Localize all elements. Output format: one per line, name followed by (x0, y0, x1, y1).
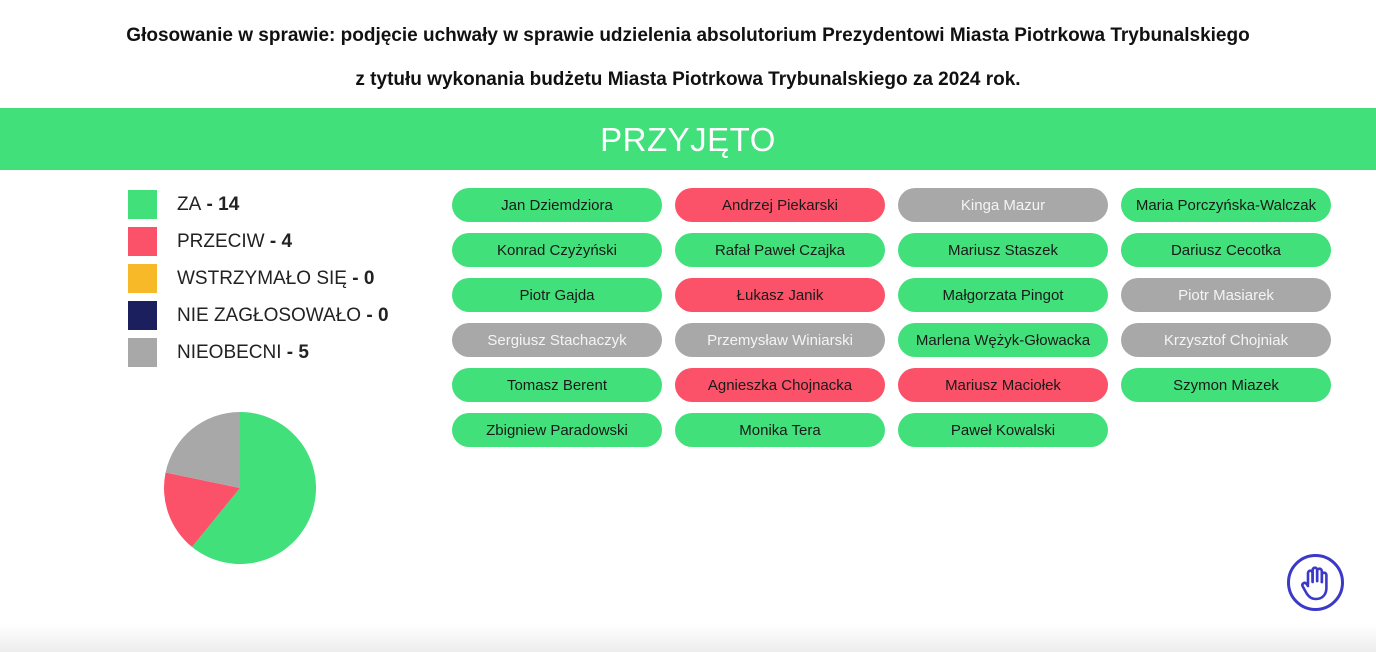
legend-label: WSTRZYMAŁO SIĘ (177, 267, 347, 289)
legend-swatch (128, 227, 157, 256)
legend-label: ZA (177, 193, 202, 215)
legend-swatch (128, 264, 157, 293)
raised-hand-icon (1299, 564, 1333, 602)
vote-title-line-1: Głosowanie w sprawie: podjęcie uchwały w sprawie udzielenia absolutorium Prezydentowi Miasta Piotrkowa Trybunalskiego (126, 25, 1250, 46)
councillor-grid (452, 188, 1331, 447)
footer-bar (0, 624, 1376, 652)
councillor-vote-pill: Monika Tera (675, 413, 885, 447)
councillor-vote-pill: Szymon Miazek (1121, 368, 1331, 402)
councillor-vote-pill: Małgorzata Pingot (898, 278, 1108, 312)
councillor-vote-pill: Paweł Kowalski (898, 413, 1108, 447)
councillor-vote-pill: Zbigniew Paradowski (452, 413, 662, 447)
vote-legend (128, 190, 389, 375)
councillor-vote-pill: Kinga Mazur (898, 188, 1108, 222)
councillor-vote-pill: Konrad Czyżyński (452, 233, 662, 267)
vote-title-line-2: z tytułu wykonania budżetu Miasta Piotrkowa Trybunalskiego za 2024 rok. (355, 69, 1021, 90)
councillor-vote-pill: Jan Dziemdziora (452, 188, 662, 222)
legend-count: 0 (377, 304, 389, 326)
legend-separator: - (264, 230, 282, 252)
legend-item (128, 227, 389, 256)
legend-text (177, 305, 389, 327)
legend-text (177, 268, 374, 290)
councillor-vote-pill: Krzysztof Chojniak (1121, 323, 1331, 357)
legend-label: NIE ZAGŁOSOWAŁO (177, 304, 362, 326)
councillor-vote-pill: Marlena Wężyk-Głowacka (898, 323, 1108, 357)
legend-count: 0 (363, 267, 375, 289)
legend-count: 14 (218, 193, 240, 215)
legend-item (128, 264, 389, 293)
raise-hand-button[interactable] (1287, 554, 1344, 611)
legend-separator: - (346, 267, 364, 289)
councillor-vote-pill: Łukasz Janik (675, 278, 885, 312)
legend-swatch (128, 190, 157, 219)
councillor-vote-pill: Mariusz Staszek (898, 233, 1108, 267)
councillor-vote-pill: Agnieszka Chojnacka (675, 368, 885, 402)
legend-swatch (128, 338, 157, 367)
councillor-vote-pill: Przemysław Winiarski (675, 323, 885, 357)
legend-text (177, 194, 239, 216)
legend-label: NIEOBECNI (177, 341, 282, 363)
legend-label: PRZECIW (177, 230, 265, 252)
legend-separator: - (281, 341, 299, 363)
councillor-vote-pill: Dariusz Cecotka (1121, 233, 1331, 267)
legend-text (177, 342, 309, 364)
legend-item (128, 190, 389, 219)
councillor-vote-pill: Sergiusz Stachaczyk (452, 323, 662, 357)
vote-pie-chart (162, 410, 318, 566)
councillor-vote-pill: Maria Porczyńska-Walczak (1121, 188, 1331, 222)
councillor-vote-pill: Andrzej Piekarski (675, 188, 885, 222)
legend-count: 4 (281, 230, 293, 252)
vote-title (0, 14, 1376, 102)
councillor-vote-pill: Piotr Gajda (452, 278, 662, 312)
legend-text (177, 231, 292, 253)
councillor-vote-pill: Piotr Masiarek (1121, 278, 1331, 312)
legend-item (128, 338, 389, 367)
legend-separator: - (201, 193, 219, 215)
legend-separator: - (361, 304, 378, 326)
councillor-vote-pill: Rafał Paweł Czajka (675, 233, 885, 267)
result-banner: PRZYJĘTO (0, 108, 1376, 170)
legend-count: 5 (298, 341, 309, 363)
legend-item (128, 301, 389, 330)
legend-swatch (128, 301, 157, 330)
councillor-vote-pill: Tomasz Berent (452, 368, 662, 402)
councillor-vote-pill: Mariusz Maciołek (898, 368, 1108, 402)
